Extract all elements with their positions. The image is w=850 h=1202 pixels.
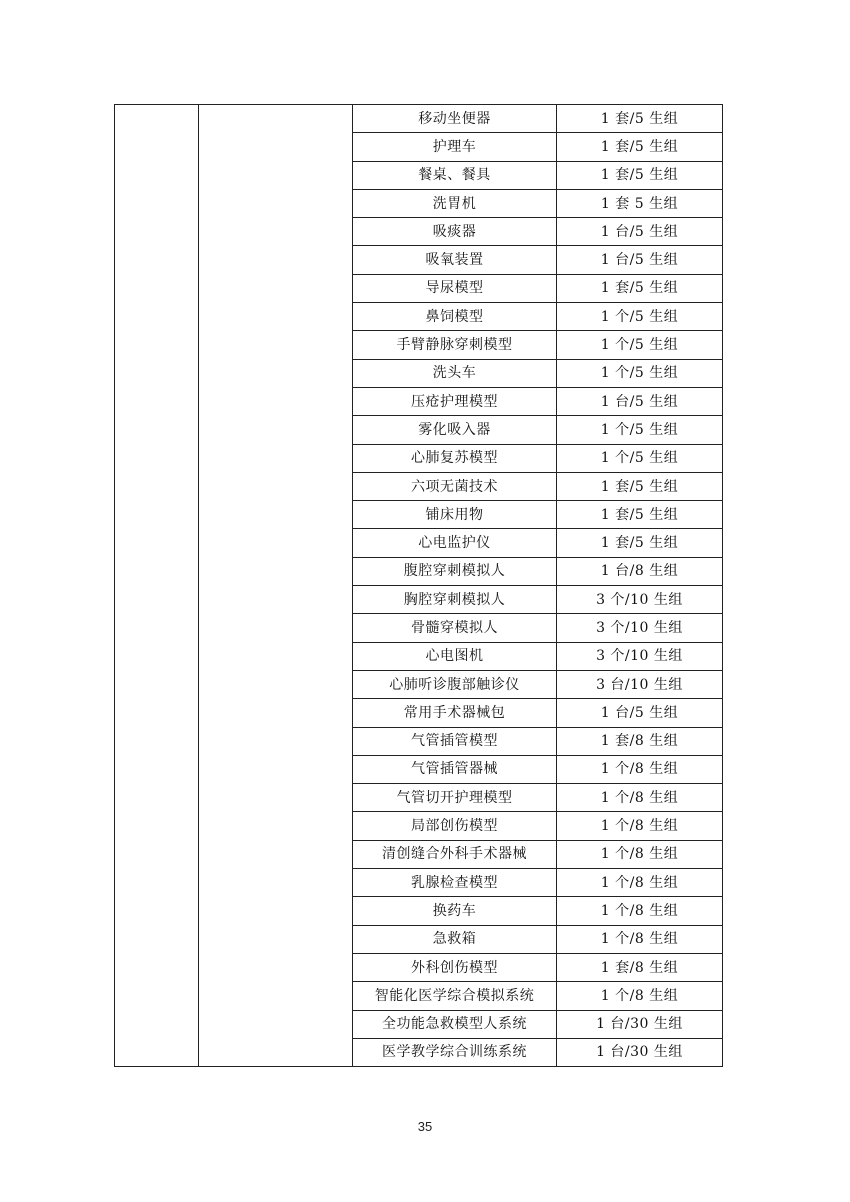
equipment-quantity-cell: 3 个/10 生组 [557, 642, 723, 670]
equipment-quantity-cell: 1 套/5 生组 [557, 529, 723, 557]
equipment-table-body [115, 105, 723, 1067]
equipment-name-cell: 移动坐便器 [353, 105, 557, 133]
equipment-name-cell: 护理车 [353, 133, 557, 161]
equipment-quantity-cell: 1 套/8 生组 [557, 727, 723, 755]
equipment-quantity-cell: 1 套/5 生组 [557, 501, 723, 529]
equipment-name-cell: 气管插管模型 [353, 727, 557, 755]
equipment-name-cell: 全功能急救模型人系统 [353, 1010, 557, 1038]
equipment-quantity-cell: 3 个/10 生组 [557, 614, 723, 642]
equipment-name-cell: 气管插管器械 [353, 755, 557, 783]
equipment-name-cell: 吸氧装置 [353, 246, 557, 274]
equipment-quantity-cell: 1 台/5 生组 [557, 246, 723, 274]
equipment-name-cell: 雾化吸入器 [353, 416, 557, 444]
equipment-quantity-cell: 1 套/8 生组 [557, 953, 723, 981]
equipment-name-cell: 智能化医学综合模拟系统 [353, 982, 557, 1010]
equipment-quantity-cell: 1 台/8 生组 [557, 557, 723, 585]
equipment-name-cell: 洗胃机 [353, 189, 557, 217]
equipment-name-cell: 心肺复苏模型 [353, 444, 557, 472]
equipment-name-cell: 鼻饲模型 [353, 303, 557, 331]
equipment-quantity-cell: 1 个/8 生组 [557, 869, 723, 897]
equipment-quantity-cell: 1 个/8 生组 [557, 925, 723, 953]
equipment-table [114, 104, 723, 1067]
equipment-name-cell: 导尿模型 [353, 274, 557, 302]
equipment-name-cell: 外科创伤模型 [353, 953, 557, 981]
equipment-quantity-cell: 1 个/5 生组 [557, 331, 723, 359]
equipment-quantity-cell: 1 台/5 生组 [557, 387, 723, 415]
equipment-name-cell: 手臂静脉穿刺模型 [353, 331, 557, 359]
equipment-quantity-cell: 1 个/8 生组 [557, 897, 723, 925]
equipment-quantity-cell: 1 套/5 生组 [557, 133, 723, 161]
equipment-name-cell: 换药车 [353, 897, 557, 925]
equipment-quantity-cell: 1 个/5 生组 [557, 359, 723, 387]
equipment-name-cell: 清创缝合外科手术器械 [353, 840, 557, 868]
equipment-name-cell: 骨髓穿模拟人 [353, 614, 557, 642]
equipment-name-cell: 胸腔穿刺模拟人 [353, 586, 557, 614]
equipment-quantity-cell: 1 个/5 生组 [557, 444, 723, 472]
equipment-quantity-cell: 1 套/5 生组 [557, 161, 723, 189]
equipment-quantity-cell: 1 台/30 生组 [557, 1038, 723, 1066]
equipment-name-cell: 医学教学综合训练系统 [353, 1038, 557, 1066]
subcategory-cell-empty [199, 105, 353, 1067]
equipment-quantity-cell: 1 个/8 生组 [557, 784, 723, 812]
equipment-quantity-cell: 1 个/8 生组 [557, 755, 723, 783]
equipment-name-cell: 乳腺检查模型 [353, 869, 557, 897]
equipment-name-cell: 六项无菌技术 [353, 472, 557, 500]
equipment-quantity-cell: 1 个/5 生组 [557, 416, 723, 444]
equipment-quantity-cell: 3 个/10 生组 [557, 586, 723, 614]
equipment-quantity-cell: 1 台/5 生组 [557, 218, 723, 246]
equipment-name-cell: 心肺听诊腹部触诊仪 [353, 670, 557, 698]
page-number: 35 [417, 1119, 433, 1134]
equipment-name-cell: 腹腔穿刺模拟人 [353, 557, 557, 585]
category-cell-empty [115, 105, 199, 1067]
equipment-name-cell: 常用手术器械包 [353, 699, 557, 727]
equipment-quantity-cell: 1 套/5 生组 [557, 274, 723, 302]
equipment-name-cell: 局部创伤模型 [353, 812, 557, 840]
equipment-quantity-cell: 1 套/5 生组 [557, 105, 723, 133]
equipment-name-cell: 心电监护仪 [353, 529, 557, 557]
equipment-quantity-cell: 1 个/8 生组 [557, 982, 723, 1010]
equipment-quantity-cell: 1 个/8 生组 [557, 840, 723, 868]
equipment-name-cell: 气管切开护理模型 [353, 784, 557, 812]
equipment-name-cell: 餐桌、餐具 [353, 161, 557, 189]
equipment-quantity-cell: 1 个/5 生组 [557, 303, 723, 331]
table-row [115, 105, 723, 133]
equipment-name-cell: 吸痰器 [353, 218, 557, 246]
equipment-quantity-cell: 1 套 5 生组 [557, 189, 723, 217]
equipment-quantity-cell: 1 个/8 生组 [557, 812, 723, 840]
equipment-quantity-cell: 1 套/5 生组 [557, 472, 723, 500]
equipment-quantity-cell: 1 台/30 生组 [557, 1010, 723, 1038]
equipment-name-cell: 铺床用物 [353, 501, 557, 529]
equipment-name-cell: 压疮护理模型 [353, 387, 557, 415]
equipment-name-cell: 心电图机 [353, 642, 557, 670]
equipment-quantity-cell: 3 台/10 生组 [557, 670, 723, 698]
equipment-name-cell: 急救箱 [353, 925, 557, 953]
equipment-quantity-cell: 1 台/5 生组 [557, 699, 723, 727]
equipment-name-cell: 洗头车 [353, 359, 557, 387]
